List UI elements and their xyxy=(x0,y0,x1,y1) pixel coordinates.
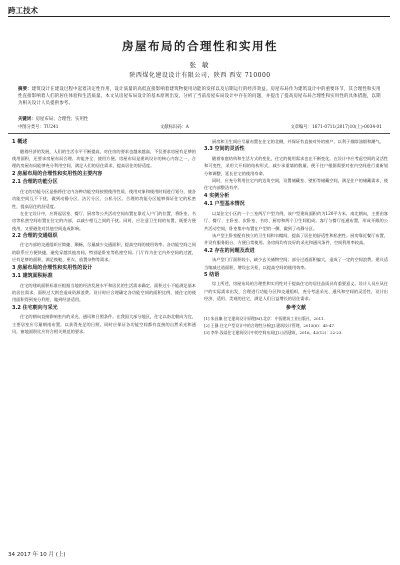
abstract-text: 建筑设计在建设过程中起着决定性作用，设计质量的高低直接影响着建筑物使用功能的发挥以及后期运行的经济效益。房屋布局作为建筑设计中的重要环节，其合理性和实用性直接影响着人们的居住体验和生活质量。本文从房屋布局设计的基本原则出发，分析了当前房屋布局设计中存在的问题，并提出了提高房屋布局合理性和实用性的具体措施，以期为相关设计人员提供参考。 xyxy=(18,87,381,107)
body-left-column xyxy=(12,138,196,335)
section-label: 跨工技术 xyxy=(8,6,38,15)
body-paragraph: 住宅的朝向直接影响室内的采光、通风和日照条件。在我国大部分地区，住宅以南北朝向为宜，主要居室应尽量朝南布置，以获得充足的日照。同时应保证各功能空间都有直接的自然采光和通风，窗地面积比应符合相关规范的要求。 xyxy=(12,314,196,334)
section-heading: 3.3 空间的灵活性 xyxy=(204,146,245,153)
page-footer: 34 2017 年 10 月 (上) xyxy=(8,552,66,558)
article-title: 房屋布局的合理性和实用性 xyxy=(122,39,278,53)
section-heading: 4 实例分析 xyxy=(204,192,230,199)
abstract-label: 摘要： xyxy=(18,87,32,92)
document-code: 文献标识码：A xyxy=(160,125,189,130)
body-paragraph: 随着经济的发展，人们的生活水平不断提高，对住房的要求也越来越高，不仅要求房屋有足够的使用面积，还要求房屋布局合理、功能齐全、使用方便。房屋布局是建筑设计的核心内容之一，合理的房屋布局能够充分利用空间，满足人们的居住需求，提高居住的舒适度。 xyxy=(12,148,196,169)
keywords-text: 房屋布局；合理性；实用性 xyxy=(35,117,89,122)
article-number: 文章编号：1671-0711(2017)10(上)-0034-01 xyxy=(290,125,382,130)
section-heading: 2.1 合理的功能分区 xyxy=(12,179,58,186)
body-paragraph: 在住宅设计中，应将起居室、餐厅、厨房等公共活动空间布置在靠近入户门的位置，将卧室、书房等私密空间布置在住宅的内部，以减少相互之间的干扰。同时，应注意卫生间的布置，既要方便使用，又要避免对其他空间造成影响。 xyxy=(12,210,196,231)
section-heading: 2.2 合理的交通组织 xyxy=(12,232,58,239)
author-affiliation: 陕西煤化建设设计有限公司，陕西 西安 710000 xyxy=(129,72,271,79)
body-right-column xyxy=(204,138,388,336)
abstract xyxy=(18,86,382,108)
keywords-label: 关键词： xyxy=(18,117,36,122)
section-heading: 3.2 住宅朝向与采光 xyxy=(12,304,58,311)
body-paragraph: 同时，应充分利用住宅内的边角空间，设置储藏室、壁柜等储藏空间，满足住户的储藏需求，使住宅内部整洁有序。 xyxy=(204,177,388,191)
section-heading: 5 结语 xyxy=(204,271,220,278)
section-heading: 4.2 存在的问题及改进 xyxy=(204,247,255,254)
reference-item: [2] 王静.住宅户型设计中的合理性分析[J].建筑设计管理，2015(6)：45-47. xyxy=(204,323,336,329)
section-heading: 3 房屋布局的合理性和实用性的设计 xyxy=(12,264,93,271)
body-paragraph: 该户型门厅面积较小，缺少玄关储物空间；部分过道面积偏大，造成了一定的空间浪费。建议适当缩减过道面积，增设玄关柜，以提高空间的使用效率。 xyxy=(204,257,388,270)
keywords xyxy=(18,116,382,122)
references-heading: 参考文献 xyxy=(285,305,306,312)
body-paragraph: 住宅的功能分区是指将住宅内各种功能空间按照使用性质、使用对象和使用时间进行划分，使各功能空间互不干扰，做到动静分区、洁污分区、公私分区。合理的功能分区能够保证住宅的私密性，提高居住的舒适度。 xyxy=(12,188,196,209)
body-paragraph: 随着家庭结构和生活方式的变化，住宅的使用需求也在不断变化。在设计中应考虑空间的灵活性和可变性，采用大开间的结构形式，减少承重墙的数量，便于住户根据需要对室内空间进行重新划分和调整，延长住宅的使用寿命。 xyxy=(204,155,388,176)
abstract-rule xyxy=(8,133,390,134)
body-paragraph: 综上所述，房屋布局的合理性和实用性对于提高住宅的居住品质具有重要意义。设计人员应从住户的实际需求出发，合理进行功能分区和交通组织，充分考虑采光、通风和空间的灵活性，设计出经济、适用、美观的住宅，满足人们日益增长的居住需求。 xyxy=(204,281,388,302)
body-paragraph: 以某住宅小区的一个三室两厅户型为例，该户型建筑面积约为120平方米，南北朝向，主要由客厅、餐厅、主卧室、次卧室、书房、厨房和两个卫生间组成。客厅与餐厅连通布置，形成开敞的公共活动空间，卧室集中布置在户型的一侧，做到了动静分区。 xyxy=(204,210,388,231)
section-heading: 2 房屋布局的合理性和实用性的主要内容 xyxy=(12,170,103,177)
body-paragraph: 厨房和卫生间应尽量布置在住宅的北侧，并保证有直接对外的窗户，以利于排除油烟和潮气。 xyxy=(212,139,384,144)
section-heading: 3.1 建筑面积标准 xyxy=(12,273,53,280)
section-heading: 1 概述 xyxy=(12,139,28,145)
clc-number: 中图分类号：TU241 xyxy=(18,125,59,130)
section-heading: 4.1 户型基本情况 xyxy=(204,201,245,208)
body-paragraph: 住宅内部的交通组织应简捷、顺畅，尽量减少交通面积，提高空间的使用效率。各功能空间之间的联系应方便快捷，避免穿越其他房间，特别是卧室等私密空间。门厅作为住宅内外空间的过渡，应有足够的面积，满足换鞋、更衣、放置杂物等需求。 xyxy=(12,242,196,263)
reference-item: [1] 朱昌廉.住宅建筑设计原理[M].北京：中国建筑工业出版社，2011. xyxy=(204,316,325,322)
reference-item: [3] 李华.浅谈住宅建筑设计中的空间布局[J].山西建筑，2016，42(12)：22-23. xyxy=(204,329,343,335)
body-paragraph: 住宅的建筑面积标准应根据当地的经济发展水平和居民的生活需求确定。面积过小不能满足基本的居住需求，面积过大则会造成资源浪费。设计时应合理确定各功能空间的面积比例，使住宅的使用面积得到充分利用，做到经济适用。 xyxy=(12,282,196,303)
body-paragraph: 该户型主卧室配有独立的卫生间和衣帽间，提高了居住的舒适性和私密性。厨房靠近餐厅布置，并设有服务阳台，方便日常使用。各房间均有良好的采光和通风条件，空间利用率较高。 xyxy=(204,232,388,246)
header-rule xyxy=(8,16,390,17)
article-author: 张 敏 xyxy=(189,61,211,69)
article-meta xyxy=(18,124,382,130)
